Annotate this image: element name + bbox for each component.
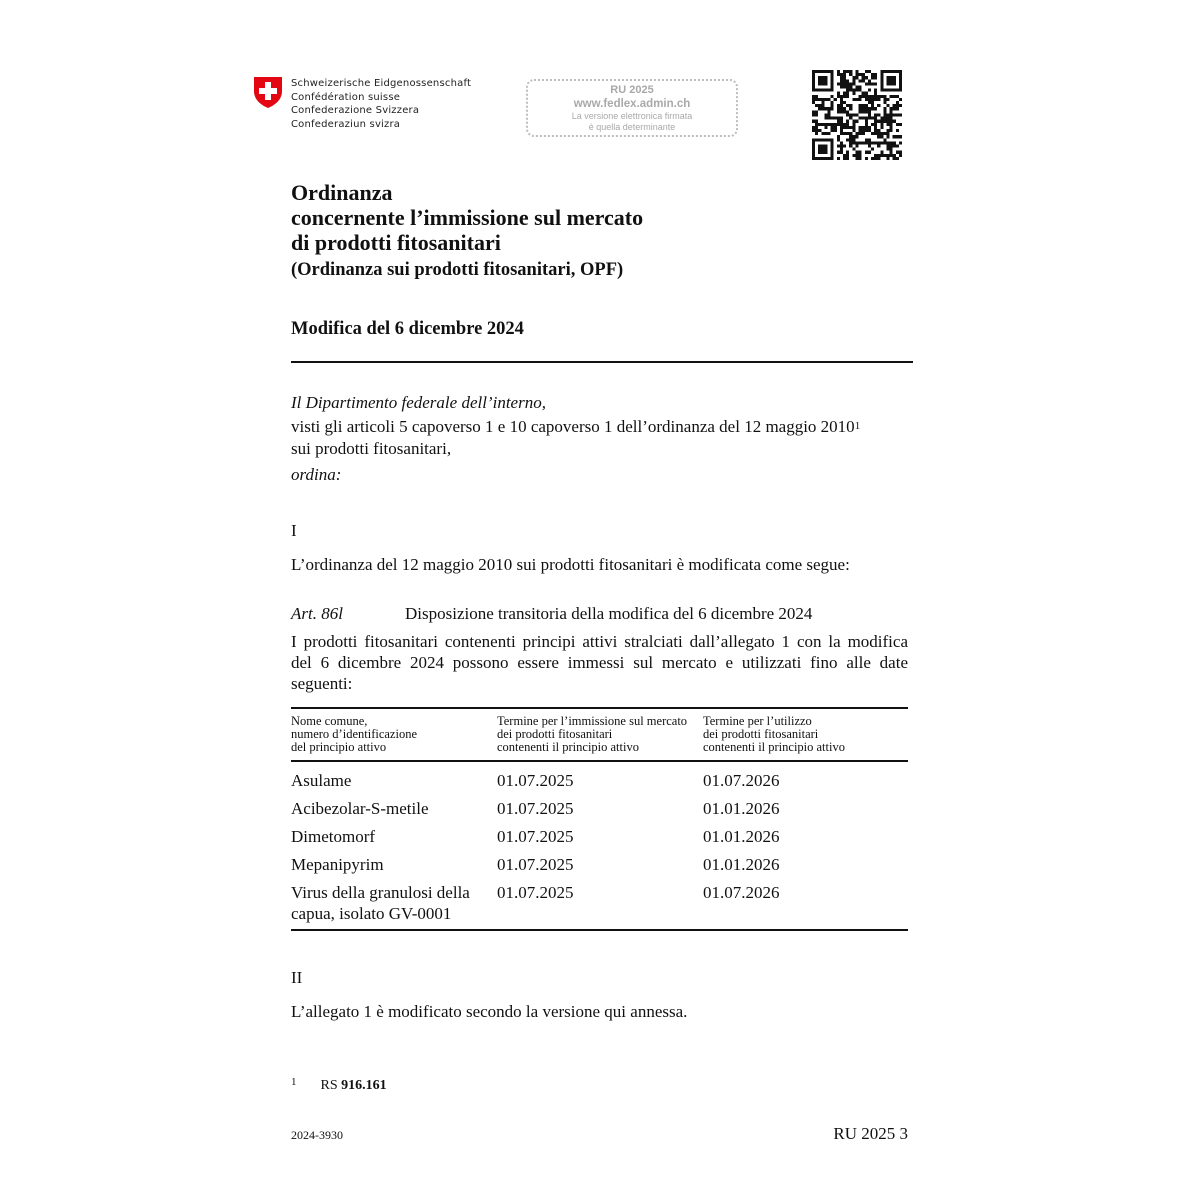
header-line: contenenti il principio attivo [703,740,845,754]
legal-basis-text: visti gli articoli 5 capoverso 1 e 10 capoverso 1 dell’ordinanza del 12 maggio 2010 [291,417,855,436]
document-title [291,180,643,255]
title-line: Ordinanza [291,180,393,205]
footnote-sr-number[interactable]: 916.161 [341,1078,387,1093]
issuing-authority: Il Dipartimento federale dell’interno, [291,393,546,412]
column-header-name [291,715,417,754]
footnote-prefix: RS [320,1078,338,1093]
ordina: ordina: [291,465,342,484]
section-numeral-II: II [291,968,303,987]
header-line: del principio attivo [291,740,387,754]
article-title: Disposizione transitoria della modifica del 6 dicembre 2024 [405,604,813,623]
cell-name [291,882,470,924]
stamp-collection: RU 2025 [610,84,654,96]
confederation-name-it: Confederazione Svizzera [291,105,420,116]
confederation-names [291,77,471,131]
cell-name: Mepanipyrim [291,855,384,874]
footnote [291,1078,387,1094]
title-divider [291,361,913,363]
title-line: concernente l’immissione sul mercato [291,205,644,230]
cell-market-date: 01.07.2025 [497,771,574,790]
document-number: 2024-3930 [291,1128,343,1142]
cell-market-date: 01.07.2025 [497,883,574,902]
table-bottom-rule [291,929,908,931]
header-line: Termine per l’immissione sul mercato [497,714,688,728]
cell-use-date: 01.01.2026 [703,855,780,874]
swiss-cross-icon [253,76,283,109]
footnote-number: 1 [291,1076,297,1088]
section-numeral-I: I [291,521,297,540]
article-text-line: I prodotti fitosanitari contenenti principi attivi stralciati dall’allegato 1 con la modifica [291,632,908,651]
legal-basis-line-2: sui prodotti fitosanitari, [291,439,452,458]
confederation-name-de: Schweizerische Eidgenossenschaft [291,78,472,89]
column-header-market-deadline [497,715,687,754]
qr-code-icon [812,70,902,160]
cell-name: Acibezolar-S-metile [291,799,429,818]
header-line: Nome comune, [291,714,368,728]
fedlex-stamp [526,79,738,137]
footnote-reference[interactable]: 1 [854,420,861,432]
article-text-line: seguenti: [291,674,353,693]
cell-use-date: 01.01.2026 [703,827,780,846]
title-line: di prodotti fitosanitari [291,230,501,255]
cell-name-line: capua, isolato GV-0001 [291,904,452,923]
cell-market-date: 01.07.2025 [497,799,574,818]
table-header-rule [291,760,908,762]
section-I-intro: L’ordinanza del 12 maggio 2010 sui prodotti fitosanitari è modificata come segue: [291,555,850,574]
cell-use-date: 01.07.2026 [703,883,780,902]
header-line: dei prodotti fitosanitari [703,727,819,741]
cell-market-date: 01.07.2025 [497,827,574,846]
cell-use-date: 01.07.2026 [703,771,780,790]
cell-name-line: Virus della granulosi della [291,883,470,902]
article-label: Art. 86l [291,604,343,623]
column-header-use-deadline [703,715,845,754]
confederation-name-fr: Confédération suisse [291,91,401,103]
cell-name: Dimetomorf [291,827,376,846]
cell-name: Asulame [291,771,352,790]
cell-use-date: 01.01.2026 [703,799,780,818]
section-II-text: L’allegato 1 è modificato secondo la versione qui annessa. [291,1002,688,1021]
page-reference: RU 2025 3 [833,1124,908,1143]
header-line: dei prodotti fitosanitari [497,727,613,741]
header-line: contenenti il principio attivo [497,740,639,754]
stamp-url: www.fedlex.admin.ch [573,98,691,110]
document-subtitle: (Ordinanza sui prodotti fitosanitari, OPF) [291,260,624,280]
table-top-rule [291,707,908,709]
amendment-date: Modifica del 6 dicembre 2024 [291,319,524,339]
stamp-note-1: La versione elettronica firmata [571,111,693,121]
cell-market-date: 01.07.2025 [497,855,574,874]
header-line: numero d’identificazione [291,727,417,741]
header-line: Termine per l’utilizzo [703,714,812,728]
article-text-line: del 6 dicembre 2024 possono essere immessi sul mercato e utilizzati fino alle date [291,653,908,672]
confederation-name-rm: Confederaziun svizra [291,118,401,130]
legal-basis-line-1 [291,416,860,438]
stamp-note-2: è quella determinante [588,122,676,132]
